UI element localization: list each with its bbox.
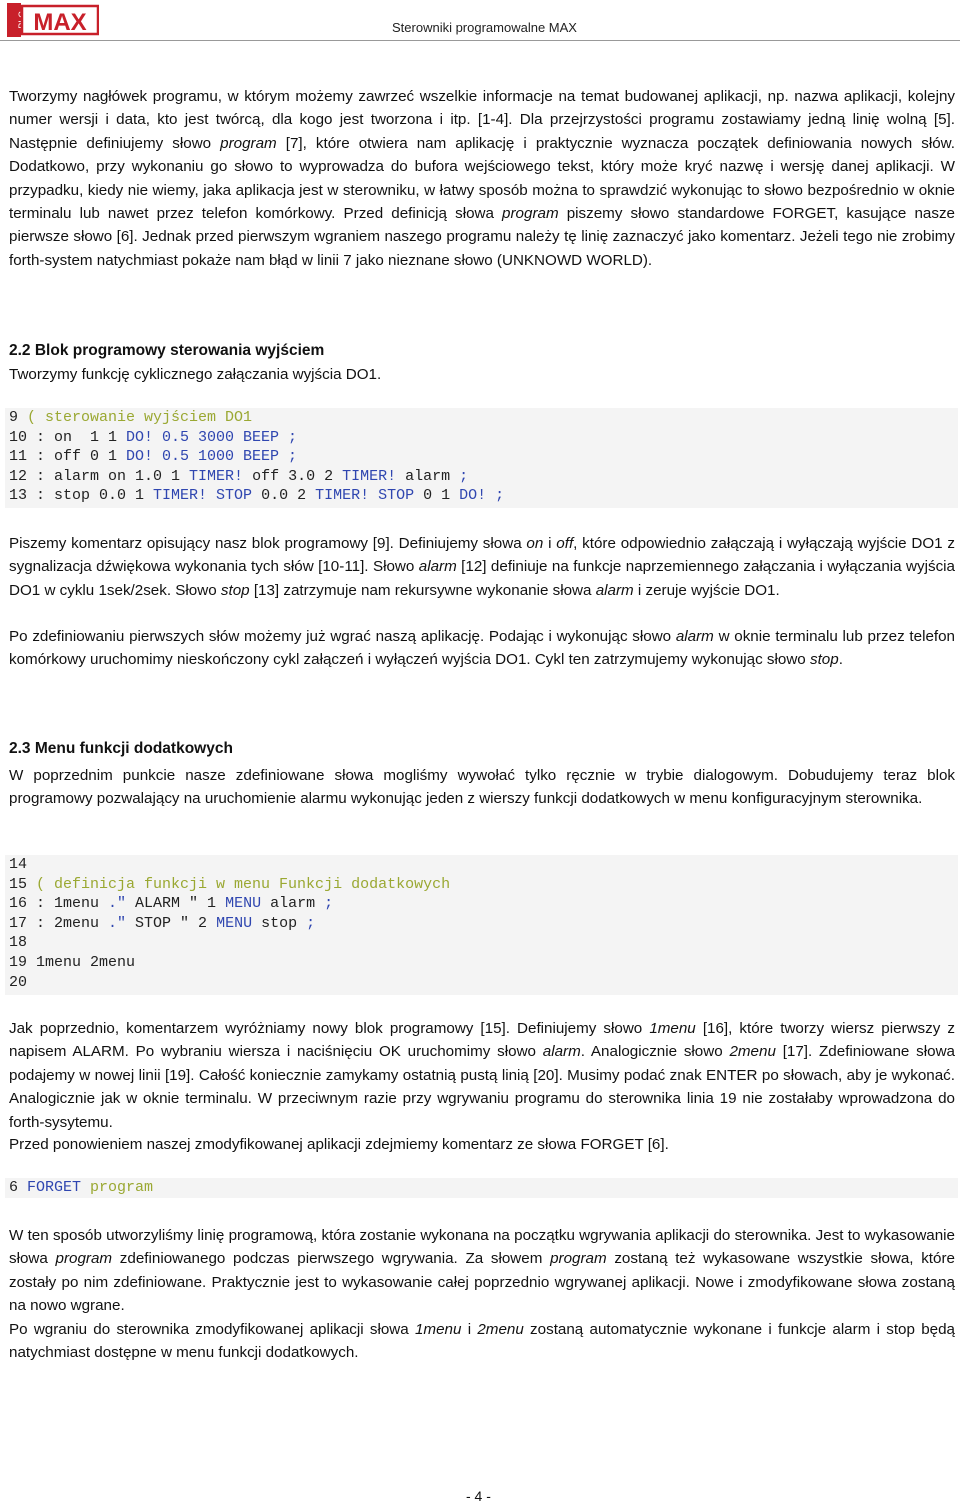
code-token: ; (306, 914, 316, 932)
intro-paragraph: Tworzymy nagłówek programu, w którym możemy zawrzeć wszelkie informacje na temat budowanej aplikacji, np. nazwa aplikacji, kolejny numer wersji i data, kto jest twórcą, dla kogo jest tworzona i itp. [1-4]. Dla przejrzystości programu zostawiamy jedną linię wolną [5]. Następnie definiujemy słowo program [7], które otwiera nam aplikację i praktycznie wyznacza początek definiowania nowych słów. Dodatkowo, przy wykonaniu go słowo to wyprowadza do bufora wejściowego tekst, który może kryć nazwę i wersję danej aplikacji. W przypadku, kiedy nie wiemy, jaka aplikacja jest w sterowniku, w łatwy sposób można to sprawdzić wykonując to słowo bezpośrednio w oknie terminalu lub nawet przez telefon komórkowy. Przed definicją słowa program piszemy słowo standardowe FORGET, kasujące nasze pierwsze słowo [6]. Jednak przed pierwszym wgraniem naszego programu należy tę linię zaznaczyć jako komentarz. Jeżeli tego nie zrobimy forth-system natychmiast pokaże nam błąd w linii 7 jako nieznane słowo (UNKNOWD WORLD). (9, 88, 956, 269)
code-token: 0 1 (414, 487, 460, 505)
code-block-forget (5, 1178, 958, 1198)
code-line (9, 447, 958, 467)
italic-term: alarm (675, 628, 714, 645)
italic-term: program (220, 134, 277, 152)
code-token: : alarm on 1.0 1 (36, 467, 190, 485)
code-token: TIMER! STOP (315, 487, 415, 505)
header-divider (0, 40, 960, 41)
code-line (9, 933, 958, 953)
line-number: 15 (9, 875, 37, 893)
line-number: 6 (9, 1179, 28, 1196)
line-number: 18 (9, 934, 37, 952)
code-token: ." (108, 914, 127, 932)
code-token: : 2menu (36, 914, 109, 932)
italic-term: 2menu (477, 1321, 524, 1338)
line-number: 10 (9, 428, 37, 446)
line-number: 12 (9, 467, 37, 485)
line-number: 14 (9, 856, 37, 873)
section-2-3-paragraph-4: W ten sposób utworzyliśmy linię programową, która zostanie wykonana na początku wgrywania aplikacji do sterownika. Jest to wykasowanie słowa program zdefiniowanego podczas pierwszego wgrywania. Za słowem program zostaną też wykasowane wszystkie słowa, które zostały po nim zdefiniowane. Praktycznie jest to wykasowanie całej poprzednio wgrywanej aplikacji. Nowe i zmodyfikowane słowa zostaną na nowo wgrane. (9, 1227, 955, 1315)
code-line (9, 467, 958, 487)
code-token: FORGET (27, 1179, 82, 1196)
header-title: Sterowniki programowalne MAX (392, 20, 577, 35)
code-line (9, 953, 958, 973)
italic-term: stop (809, 651, 839, 669)
code-token: stop (252, 914, 307, 932)
section-2-3-paragraph-1: W poprzednim punkcie nasze zdefiniowane słowa mogliśmy wywołać tylko ręcznie w trybie dialogowym. Dobudujemy teraz blok programowy pozwalający na uruchomienie alarmu wykonując jeden z wierszy funkcji dodatkowych w menu konfiguracyjnym sterownika. (9, 767, 955, 808)
code-token: DO! ; (459, 487, 505, 505)
svg-text:MAX: MAX (33, 9, 87, 36)
line-number: 19 (9, 953, 37, 971)
code-token: : stop 0.0 1 (36, 487, 154, 505)
page-number: - 4 - (466, 1488, 491, 1504)
code-token: TIMER! (189, 467, 244, 485)
italic-term: alarm (595, 581, 634, 599)
code-line (9, 1178, 958, 1198)
code-line (9, 855, 958, 875)
line-number: 20 (9, 973, 37, 991)
code-line (9, 428, 958, 448)
code-token: ALARM " 1 (126, 895, 226, 913)
code-token: DO! 0.5 3000 BEEP ; (126, 428, 298, 446)
code-token: ; (324, 895, 334, 913)
code-token: ( sterowanie wyjściem DO1 (27, 409, 253, 426)
code-token: alarm (396, 467, 460, 485)
italic-term: program (502, 205, 559, 223)
italic-term: program (55, 1250, 113, 1268)
code-token: ( definicja funkcji w menu Funkcji dodatkowych (36, 875, 451, 893)
italic-term: off (556, 535, 574, 552)
section-2-3-paragraph-3: Przed ponowieniem naszej zmodyfikowanej aplikacji zdejmiemy komentarz ze słowa FORGET [6]. (9, 1136, 669, 1153)
page-header (0, 0, 960, 48)
line-number: 13 (9, 487, 37, 505)
code-line (9, 914, 958, 934)
code-line (9, 875, 958, 895)
section-2-2-paragraph-2: Po zdefiniowaniu pierwszych słów możemy już wgrać naszą aplikację. Podając i wykonując słowo alarm w oknie terminalu lub przez telefon komórkowy uruchomimy nieskończony cykl załączeń i wyłączeń wyjścia DO1. Cykl ten zatrzymujemy wykonując słowo stop. (9, 628, 955, 669)
svg-text:PLC: PLC (17, 11, 27, 29)
italic-term: alarm (542, 1043, 581, 1061)
line-number: 17 (9, 914, 37, 932)
code-line (9, 408, 958, 428)
code-token: DO! 0.5 1000 BEEP ; (126, 448, 298, 466)
code-token: ; (459, 467, 469, 485)
code-block-output (5, 408, 958, 508)
line-number: 9 (9, 409, 28, 426)
italic-term: on (526, 535, 544, 552)
code-line (9, 973, 958, 993)
italic-term: 1menu (649, 1020, 696, 1037)
section-2-2-subheading: Tworzymy funkcję cyklicznego załączania wyjścia DO1. (9, 366, 382, 383)
italic-term: program (550, 1250, 607, 1268)
code-token: ." (108, 895, 127, 913)
code-token: 0.0 2 (252, 487, 316, 505)
code-token: TIMER! (342, 467, 397, 485)
line-number: 11 (9, 448, 37, 466)
code-token: TIMER! STOP (153, 487, 253, 505)
code-token: MENU (216, 914, 253, 932)
code-line (9, 894, 958, 914)
code-token: : on 1 1 (36, 428, 127, 446)
section-2-3-heading: 2.3 Menu funkcji dodatkowych (9, 740, 233, 757)
code-token: off 3.0 2 (243, 467, 343, 485)
closing-paragraph: Po wgraniu do sterownika zmodyfikowanej aplikacji słowa 1menu i 2menu zostaną automatycznie wykonane i funkcje alarm i stop będą natychmiast dostępne w menu funkcji dodatkowych. (9, 1321, 955, 1362)
code-token: MENU (225, 895, 262, 913)
code-token: STOP " 2 (126, 914, 217, 932)
code-block-menu (5, 855, 958, 995)
code-token: program (81, 1179, 154, 1196)
code-line (9, 486, 958, 506)
italic-term: 2menu (729, 1043, 776, 1061)
italic-term: stop (220, 581, 250, 599)
italic-term: alarm (418, 558, 457, 576)
code-token: : 1menu (36, 895, 109, 913)
section-2-3-paragraph-2: Jak poprzednio, komentarzem wyróżniamy nowy blok programowy [15]. Definiujemy słowo 1menu [16], które tworzy wiersz pierwszy z napisem ALARM. Po wybraniu wiersza i naciśnięciu OK uruchomimy słowo alarm. Analogicznie słowo 2menu [17]. Zdefiniowane słowa podajemy w nowej linii [19]. Całość koniecznie zamykamy ostatnią pustą linią [20]. Musimy podać znak ENTER po słowach, aby je wykonać. Analogicznie jak w oknie terminalu. W przeciwnym razie przy wgrywaniu programu do sterownika linia 19 nie zostałaby wprowadzona do forth-sysytemu. (9, 1020, 955, 1131)
section-2-2-heading: 2.2 Blok programowy sterowania wyjściem (9, 342, 325, 359)
line-number: 16 (9, 895, 37, 913)
plc-max-logo (7, 3, 99, 37)
italic-term: 1menu (414, 1321, 462, 1338)
code-token: alarm (261, 895, 325, 913)
code-token: : off 0 1 (36, 448, 127, 466)
section-2-2-paragraph-1: Piszemy komentarz opisujący nasz blok programowy [9]. Definiujemy słowa on i off, które odpowiednio załączają i wyłączają wyjście DO1 z sygnalizacja dźwiękowa wykonania tych słów [10-11]. Słowo alarm [12] definiuje na funkcje naprzemiennego załączania i wyłączania wyjścia DO1 w cyklu 1sek/2sek. Słowo stop [13] zatrzymuje nam rekursywne wykonanie słowa alarm i zeruje wyjście DO1. (9, 535, 956, 599)
code-token: 1menu 2menu (36, 953, 136, 971)
